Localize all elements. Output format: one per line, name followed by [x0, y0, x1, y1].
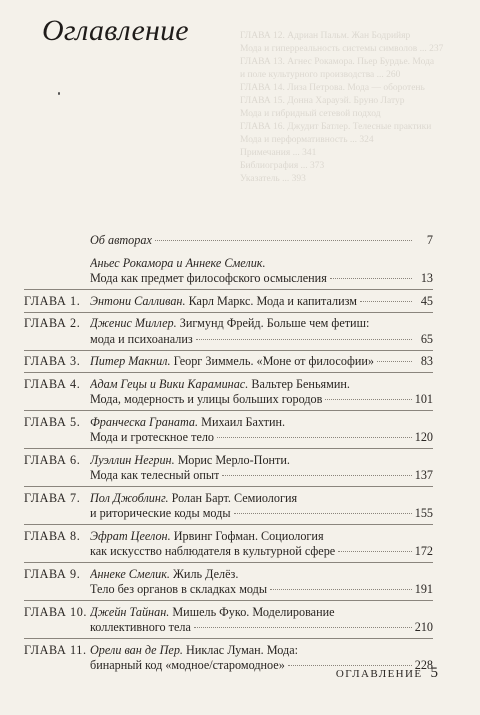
- toc-line: [90, 582, 433, 598]
- toc-chapter-entry[interactable]: [24, 415, 433, 446]
- divider-rule: [24, 524, 433, 525]
- author-name: Питер Макнил.: [90, 354, 171, 368]
- toc-line: [90, 529, 433, 545]
- dot-leader: [222, 475, 411, 476]
- chapter-title-text: Никлас Луман. Мода:: [186, 642, 299, 657]
- chapter-label: ГЛАВА 3.: [24, 354, 81, 368]
- toc-chapter-entry[interactable]: [24, 354, 433, 370]
- dot-leader: [330, 278, 412, 279]
- toc-line: [90, 415, 433, 431]
- toc-line: [90, 233, 433, 249]
- toc-line: [90, 605, 433, 621]
- chapter-title-text: Морис Мерло-Понти.: [177, 452, 290, 467]
- toc-line: [90, 332, 433, 348]
- toc-front-entry[interactable]: [24, 233, 433, 249]
- chapter-title-text: Вальтер Беньямин.: [251, 376, 350, 391]
- chapter-label: ГЛАВА 5.: [24, 414, 81, 429]
- toc-chapter-entry[interactable]: [24, 491, 433, 522]
- page-number: 83: [420, 354, 433, 368]
- author-name: Луэллин Негрин.: [90, 452, 175, 467]
- author-name: Аннеке Смелик.: [90, 566, 170, 581]
- divider-rule: [24, 448, 433, 449]
- dot-leader: [155, 240, 412, 241]
- chapter-title-text: как искусство наблюдателя в культурной сфере: [90, 544, 336, 558]
- divider-rule: [24, 638, 433, 639]
- chapter-title-text: Мода как телесный опыт: [90, 468, 220, 482]
- toc-line: [90, 620, 433, 636]
- chapter-title-text: Мода как предмет философского осмысления: [90, 271, 327, 285]
- author-name: Орели ван де Пер.: [90, 642, 183, 657]
- bleed-through-line: ГЛАВА 13. Агнес Рокамора. Пьер Бурдье. Мода: [240, 57, 435, 67]
- dot-leader: [194, 627, 412, 628]
- toc-line: [90, 643, 433, 659]
- running-footer: [336, 665, 438, 682]
- author-name: Аньес Рокамора и Аннеке Смелик.: [90, 255, 266, 270]
- footer-section-title: ОГЛАВЛЕНИЕ: [335, 668, 423, 680]
- page-number: 191: [414, 582, 433, 596]
- divider-rule: [24, 600, 433, 601]
- dot-leader: [196, 339, 412, 340]
- chapter-title-text: Тело без органов в складках моды: [90, 582, 268, 596]
- bleed-through-line: Мода и гибридный сетевой подход: [240, 109, 381, 119]
- bleed-through-line: Мода и гиперреальность системы символов ... 237: [240, 44, 444, 54]
- page-number: 45: [420, 293, 433, 308]
- chapter-title-text: и риторические коды моды: [90, 506, 231, 520]
- author-name: Дженис Миллер.: [90, 316, 177, 330]
- chapter-title-text: Георг Зиммель. «Моне от философии»: [173, 354, 374, 368]
- chapter-title-text: Мода, модерность и улицы больших городов: [90, 392, 323, 406]
- dot-leader: [234, 513, 412, 514]
- author-name: Франческа Граната.: [90, 414, 199, 429]
- toc-line: [90, 256, 433, 272]
- toc-chapter-entry[interactable]: [24, 529, 433, 560]
- page-number: 101: [414, 392, 433, 406]
- toc-line: [90, 544, 433, 560]
- toc-chapter-entry[interactable]: [24, 316, 433, 347]
- page-number: 65: [420, 331, 433, 346]
- toc-chapter-entry[interactable]: [24, 567, 433, 598]
- toc-line: [90, 377, 433, 393]
- dot-leader: [338, 551, 412, 552]
- footer-page-number: 5: [430, 665, 438, 681]
- bleed-through-line: Библиография ... 373: [240, 161, 325, 171]
- divider-rule: [24, 410, 433, 411]
- bleed-through-line: ГЛАВА 16. Джудит Батлер. Телесные практики: [240, 122, 432, 132]
- divider-rule: [24, 312, 433, 313]
- toc-line: [90, 491, 433, 507]
- chapter-title-text: Ирвинг Гофман. Социология: [173, 528, 324, 543]
- chapter-label: ГЛАВА 7.: [24, 490, 81, 505]
- page-number: 13: [420, 271, 433, 285]
- toc-line: [90, 271, 433, 287]
- page-number: 172: [414, 544, 433, 558]
- chapter-label: ГЛАВА 8.: [24, 528, 81, 543]
- page-number: 210: [414, 620, 433, 634]
- author-name: Энтони Салливан.: [90, 293, 186, 308]
- dot-leader: [217, 437, 412, 438]
- divider-rule: [24, 289, 433, 290]
- page-number: 120: [414, 430, 433, 444]
- dot-leader: [325, 399, 411, 400]
- chapter-title-text: Зигмунд Фрейд. Больше чем фетиш:: [179, 316, 370, 330]
- dot-leader: [360, 301, 412, 302]
- chapter-title-text: Ролан Барт. Семиология: [171, 490, 298, 505]
- chapter-title-text: Мишель Фуко. Моделирование: [172, 604, 335, 619]
- toc-line: [90, 392, 433, 408]
- chapter-title-text: бинарный код «модное/старомодное»: [90, 658, 285, 672]
- chapter-title-text: Карл Маркс. Мода и капитализм: [188, 293, 357, 308]
- toc-chapter-entry[interactable]: [24, 377, 433, 408]
- bleed-through-line: ГЛАВА 15. Донна Харауэй. Бруно Латур: [240, 96, 405, 106]
- divider-rule: [24, 486, 433, 487]
- toc-line: [90, 316, 433, 332]
- toc-front-entry[interactable]: [24, 256, 433, 287]
- author-name: Джейн Тайнан.: [90, 604, 170, 619]
- bleed-through-line: Указатель ... 393: [240, 174, 306, 184]
- toc-line: [90, 506, 433, 522]
- bleed-through-line: Мода и перформативность ... 324: [240, 135, 374, 145]
- toc-chapter-entry[interactable]: [24, 453, 433, 484]
- chapter-title-text: коллективного тела: [90, 620, 191, 634]
- author-name: Пол Джоблинг.: [90, 490, 169, 505]
- chapter-title-text: Михаил Бахтин.: [201, 414, 286, 429]
- divider-rule: [24, 562, 433, 563]
- page-number: 155: [414, 506, 433, 520]
- dot-leader: [377, 361, 412, 362]
- chapter-label: ГЛАВА 4.: [24, 376, 81, 391]
- chapter-title-text: Жиль Делёз.: [173, 566, 239, 581]
- bleed-through-line: Примечания ... 341: [240, 148, 317, 158]
- toc-chapter-entry[interactable]: [24, 605, 433, 636]
- page-number: 137: [414, 468, 433, 482]
- chapter-title-text: Мода и гротескное тело: [90, 430, 215, 444]
- toc-line: [90, 453, 433, 469]
- toc-line: [90, 354, 433, 370]
- page-number: 7: [426, 233, 433, 247]
- toc-line: [90, 294, 433, 310]
- divider-rule: [24, 372, 433, 373]
- bleed-through-line: ГЛАВА 12. Адриан Пальм. Жан Бодрийяр: [240, 31, 411, 41]
- print-speck: [58, 92, 60, 95]
- bleed-through-line: и поле культурного производства ... 260: [240, 70, 401, 80]
- bleed-through-text: [240, 30, 470, 186]
- divider-rule: [24, 350, 433, 351]
- dot-leader: [270, 589, 412, 590]
- chapter-label: ГЛАВА 9.: [24, 566, 81, 581]
- chapter-title-text: мода и психоанализ: [90, 331, 193, 346]
- page-number: 228: [414, 658, 433, 672]
- chapter-label: ГЛАВА 2.: [24, 316, 81, 330]
- bleed-through-line: ГЛАВА 14. Лиза Петрова. Мода — оборотень: [240, 83, 425, 93]
- chapter-label: ГЛАВА 10.: [24, 604, 88, 619]
- author-name: Эфрат Цеелон.: [90, 528, 171, 543]
- author-name: Адам Гецы и Вики Караминас.: [90, 376, 249, 391]
- chapter-label: ГЛАВА 1.: [24, 293, 81, 308]
- toc-line: [90, 567, 433, 583]
- toc-line: [90, 468, 433, 484]
- page-title: Оглавление: [42, 14, 189, 47]
- toc-line: [90, 430, 433, 446]
- chapter-label: ГЛАВА 11.: [24, 642, 87, 657]
- toc-chapter-entry[interactable]: [24, 294, 433, 310]
- chapter-label: ГЛАВА 6.: [24, 452, 81, 467]
- author-name: Об авторах: [90, 233, 152, 247]
